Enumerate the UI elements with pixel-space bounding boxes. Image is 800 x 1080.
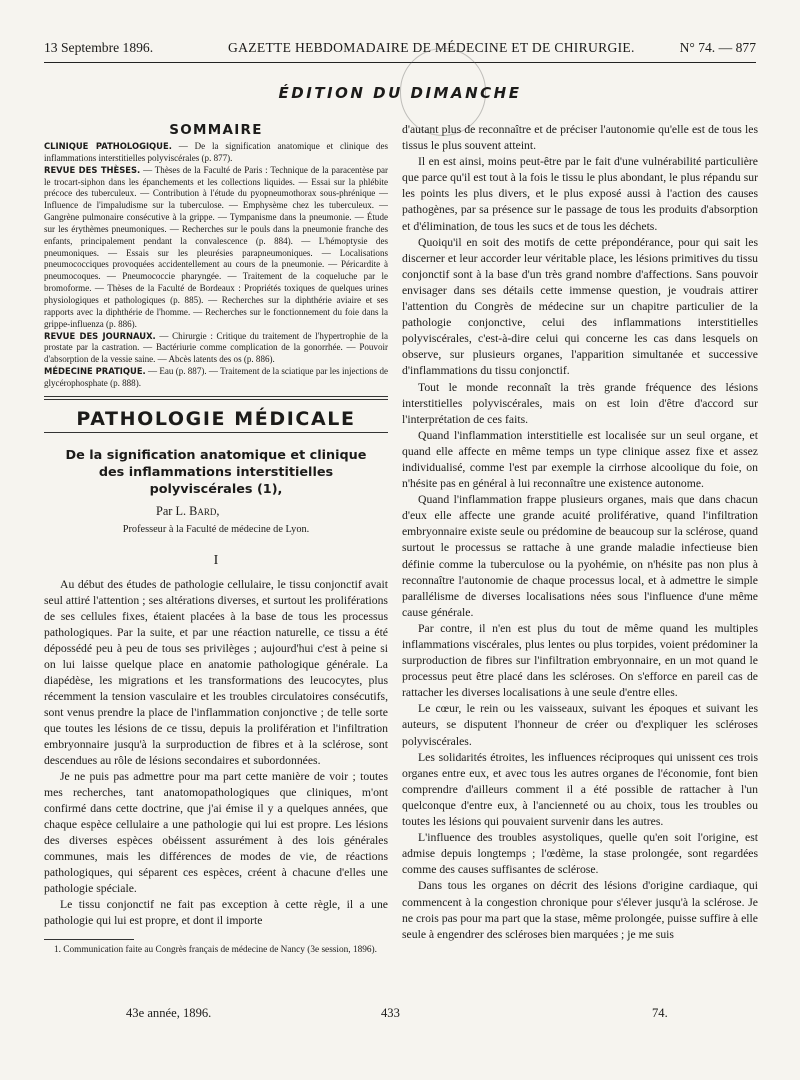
header-journal-title: GAZETTE HEBDOMADAIRE DE MÉDECINE ET DE CHIRURGIE. <box>228 40 635 55</box>
left-column <box>44 118 388 1033</box>
body-paragraph: Je ne puis pas admettre pour ma part cette manière de voir ; toutes mes recherches, tant anatomopathologiques que cliniques, m'ont confirmé dans cette doctrine, que j'ai émise il y a quelques années, que chaque espèce cellulaire a une pathologie qui lui est propre. Les lésions des diverses espèces obéissent assurément à des lois générales communes, mais les différences de modes de vie, de réactions pathologiques, qui séparent ces espèces, créent à chacune d'elles une pathologie spéciale. <box>44 769 388 895</box>
page-footer <box>44 1004 756 1022</box>
body-paragraph: Le tissu conjonctif ne fait pas exception à cette règle, il a une pathologie qui lui est propre, et dont il importe <box>44 897 388 927</box>
section-title: PATHOLOGIE MÉDICALE <box>76 407 356 430</box>
footnote: 1. Communication faite au Congrès français de médecine de Nancy (3e session, 1896). <box>54 944 377 955</box>
header-issue-number: N° 74. — 877 <box>679 40 756 55</box>
sommaire-entry: MÉDECINE PRATIQUE. — Eau (p. 887). — Traitement de la sciatique par les injections de glycérophosphate (p. 888). <box>44 366 388 388</box>
sommaire-entry: REVUE DES JOURNAUX. — Chirurgie : Critique du traitement de l'hypertrophie de la prostate par la castration. — Bactériurie comme complication de la gonorrhée. — Pouvoir d'absorption de la vessie saine. — Abcès latents des os (p. 886). <box>44 330 388 365</box>
footer-issue-number: 74. <box>652 1006 668 1020</box>
author-affiliation: Professeur à la Faculté de médecine de Lyon. <box>122 523 310 535</box>
body-paragraph: Il en est ainsi, moins peut-être par le fait d'une vulnérabilité particulière que parce qu'il est tout à la fois le tissu le plus abondant, le plus répandu sur les points les plus divers, et le plus exposé aussi à l'action des causes pathogènes, par sa présence sur le passage de tous les produits d'absorption et d'élimination, de tous les sucs et de tous les déchets. <box>402 155 758 233</box>
article-byline: Par L. Bard, <box>156 503 220 518</box>
body-paragraph: Dans tous les organes on décrit des lésions d'origine cardiaque, qui commencent à la congestion chronique pour s'élever jusqu'à la sclérose. Je ne crois pas pour ma part que la stase, même prolongée, puisse suffire à elle seule à engendrer des scléroses bien marquées ; je me suis <box>402 879 758 941</box>
sommaire-title: SOMMAIRE <box>169 122 263 138</box>
body-paragraph: Les solidarités étroites, les influences réciproques qui unissent ces trois organes entre eux, et avec tous les autres organes de l'économie, font bien comprendre d'ailleurs comment il a été possible de rattacher à l'un quelconque d'entre eux, à l'ancienneté ou au choix, tous les troubles ou toutes les lésions qui pouvaient survenir dans les autres. <box>402 750 758 829</box>
sommaire-entry: REVUE DES THÈSES. — Thèses de la Faculté de Paris : Technique de la paracentèse par le trocart-siphon dans les épanchements et les collections liquides. — Essai sur la phlébite précoce des tuberculeux. — Contribution à l'étude du pyopneumothorax sous-phrénique — Influence de l'impaludisme sur la tuberculose. — Emphysème chez les tuberculeux. — Gangrène pulmonaire consécutive à la grippe. — Tympanisme dans la pneumonie. — Étude sur les érythèmes pneumoniques. — Recherches sur le pouls dans la pneumonie franche des enfants, principalement pendant la convalescence (p. 884). — L'hémoptysie des pneumoniques. — Essais sur les pleurésies parapneumoniques. — Localisations pneumococciques provoquées accidentellement au cours de la pneumonie. — Péricardite à pneumocoques. — Pneumococcie pharyngée. — Traitement de la coqueluche par le bromoforme. — Thèses de la Faculté de Bordeaux : Propriétés toxiques de quelques urines physiologiques et pathologiques (p. 885). — Recherches sur la diphthérie aviaire et ses rapports avec la diphthérie de l'homme. — Recherches sur le fonctionnement du foie dans la grippe-influenza (p. 886). <box>44 164 388 329</box>
section-rule <box>44 432 388 433</box>
author-name: Bard, <box>189 503 220 518</box>
body-paragraph: Tout le monde reconnaît la très grande fréquence des lésions interstitielles polyviscérales, mais on est loin d'être d'accord sur l'interprétation de ces faits. <box>402 380 758 426</box>
body-paragraph: Le cœur, le rein ou les vaisseaux, suivant les époques et suivant les auteurs, se disputent l'honneur de créer ou d'expliquer les scléroses polyviscérales. <box>402 702 758 748</box>
section-rule <box>44 396 388 397</box>
right-column <box>402 122 758 1029</box>
section-number: I <box>213 552 219 568</box>
header-rule <box>44 62 756 63</box>
body-paragraph: Quand l'inflammation frappe plusieurs organes, mais que dans chacun d'eux elle affecte une grande acuité proliférative, quand l'infiltration embryonnaire existe seule ou prédomine de beaucoup sur la sclérose, quand surtout le processus se rattache à une grande maladie infectieuse bien définie comme la tuberculose ou la pyohémie, on n'hésite pas non plus à reconnaître l'autonomie de chaque processus local, et à admettre le simple parallélisme de diverses localisations nées sous l'influence d'une même cause générale. <box>402 493 758 619</box>
article-body-left <box>44 577 388 929</box>
body-paragraph: Quoiqu'il en soit des motifs de cette prépondérance, pour qui sait les discerner et leur accorder leur véritable place, les lésions primitives du tissu conjonctif sont à la base d'un très grand nombre d'affections. Sans pouvoir envisager dans ses détails cette immense question, je voudrais attirer l'attention du Congrès de médecine sur un chapitre particulier de la pathologie conjonctive, celui des inflammations interstitielles polyviscérales, c'est-à-dire celui qui concerne les cas dans lesquels on observe, sur plusieurs organes, l'apparition simultanée et successive d'inflammations du tissu conjonctif. <box>402 235 758 378</box>
body-paragraph: Par contre, il n'en est plus du tout de même quand les multiples inflammations viscérales, plus lentes ou plus torpides, voient prédominer la surproduction de fibres sur l'infiltration embryonnaire, en un mot quand le processus peut être placé dans les scléroses. On s'efforce en pareil cas de rattacher les diverses localisations à une seule d'entre elles. <box>402 621 758 700</box>
article-title: De la signification anatomique et clinique des inflammations interstitielles polyviscérales (1), <box>65 447 367 497</box>
body-paragraph: d'autant plus de reconnaître et de préciser l'autonomie qu'elle est de tous les tissus le plus souvent atteint. <box>402 123 758 153</box>
footer-year: 43e année, 1896. <box>126 1006 212 1020</box>
body-paragraph: L'influence des troubles asystoliques, quelle qu'en soit l'origine, est admise depuis longtemps ; l'œdème, la stase prolongée, sont regardées comme des causes suffisantes de sclérose. <box>402 831 758 877</box>
edition-banner: ÉDITION DU DIMANCHE <box>278 84 522 102</box>
header-date: 13 Septembre 1896. <box>44 40 154 55</box>
running-header <box>44 36 756 60</box>
sommaire-entry: CLINIQUE PATHOLOGIQUE. — De la signification anatomique et clinique des inflammations interstitielles polyviscérales (p. 877). <box>44 141 388 163</box>
sommaire-list <box>44 141 388 390</box>
footnote-rule <box>44 939 134 940</box>
section-rule <box>44 399 388 400</box>
body-paragraph: Quand l'inflammation interstitielle est localisée sur un seul organe, et quand elle affecte en même temps un type clinique assez fixe et assez individualisé, comme l'est par exemple la cirrhose alcoolique du foie, on n'hésite pas en général à lui reconnaître une existence autonome. <box>402 428 758 491</box>
footer-page-number: 433 <box>381 1006 400 1020</box>
body-paragraph: Au début des études de pathologie cellulaire, le tissu conjonctif avait seul attiré l'attention ; ses altérations diverses, et surtout les proliférations de ses cellules fixes, étaient placées à la base de tous les processus pathologiques. Par la suite, et par une réaction naturelle, ce tissu a été dépossédé peu à peu de tous ses privilèges ; aujourd'hui c'est à peine si on lui laisse quelque place en anatomie pathologique générale. La diapédèse, les migrations et les transformations des leucocytes, plus récemment la tension vasculaire et les troubles circulatoires consécutifs, sont venus prendre la place de l'inflammation conjonctive ; de telle sorte que toutes les lésions de ce tissu, depuis la prolifération et l'infiltration embryonnaire jusqu'à la surproduction de fibres et à la sclérose, sont descendues au rôle de lésions secondaires et subordonnées. <box>44 577 388 767</box>
